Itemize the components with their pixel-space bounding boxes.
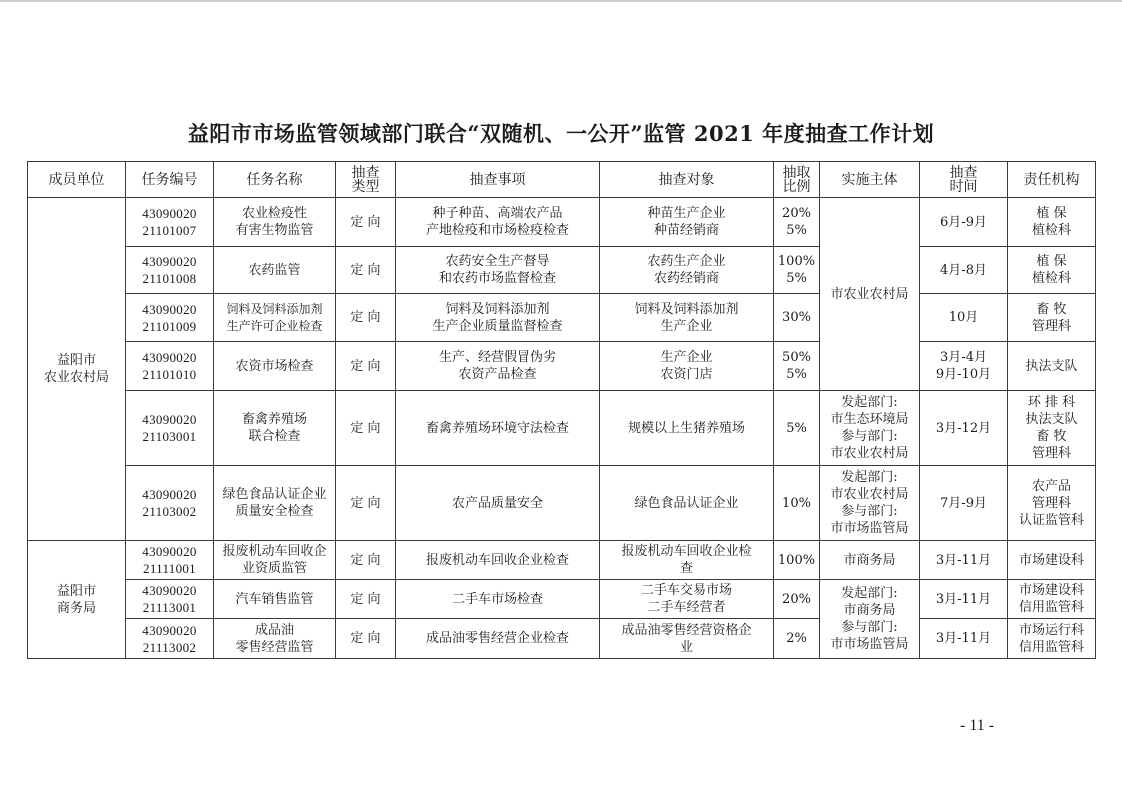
header-subject: 实施主体 (820, 162, 920, 198)
task-name-cell: 农药监管 (214, 247, 336, 294)
inspection-time-cell: 7月-9月 (920, 466, 1008, 541)
inspection-items-cell: 种子种苗、高端农产品 产地检疫和市场检疫检查 (396, 198, 600, 247)
inspection-plan-table (27, 161, 1096, 659)
task-name-cell: 农资市场检查 (214, 342, 336, 391)
task-name-cell: 绿色食品认证企业 质量安全检查 (214, 466, 336, 541)
page-number: - 11 - (960, 717, 995, 734)
inspection-type-cell: 定 向 (336, 391, 396, 466)
inspection-time-cell: 3月-4月 9月-10月 (920, 342, 1008, 391)
inspection-type-cell: 定 向 (336, 541, 396, 580)
responsible-org-cell: 市场建设科 信用监管科 (1008, 580, 1096, 619)
inspection-items-cell: 生产、经营假冒伪劣 农资产品检查 (396, 342, 600, 391)
ratio-cell: 10% (774, 466, 820, 541)
inspection-target-cell: 规模以上生猪养殖场 (600, 391, 774, 466)
responsible-org-cell: 市场建设科 (1008, 541, 1096, 580)
inspection-type-cell: 定 向 (336, 198, 396, 247)
inspection-time-cell: 3月-11月 (920, 541, 1008, 580)
table-row (28, 198, 1096, 247)
task-code-cell: 43090020 21111001 (126, 541, 214, 580)
task-code-cell: 43090020 21101009 (126, 294, 214, 342)
inspection-target-cell: 农药生产企业 农药经销商 (600, 247, 774, 294)
page-top-border (0, 0, 1122, 2)
inspection-items-cell: 报废机动车回收企业检查 (396, 541, 600, 580)
inspection-time-cell: 4月-8月 (920, 247, 1008, 294)
task-name-cell: 农业检疫性 有害生物监管 (214, 198, 336, 247)
header-ratio: 抽取 比例 (774, 162, 820, 198)
inspection-time-cell: 10月 (920, 294, 1008, 342)
ratio-cell: 20% 5% (774, 198, 820, 247)
inspection-items-cell: 二手车市场检查 (396, 580, 600, 619)
header-code: 任务编号 (126, 162, 214, 198)
ratio-cell: 50% 5% (774, 342, 820, 391)
inspection-target-cell: 成品油零售经营资格企 业 (600, 619, 774, 659)
task-code-cell: 43090020 21101010 (126, 342, 214, 391)
task-name-cell: 报废机动车回收企 业资质监管 (214, 541, 336, 580)
inspection-type-cell: 定 向 (336, 342, 396, 391)
header-unit: 成员单位 (28, 162, 126, 198)
responsible-org-cell: 环 排 科 执法支队 畜 牧 管理科 (1008, 391, 1096, 466)
page-title: 益阳市市场监管领域部门联合“双随机、一公开”监管 2021 年度抽查工作计划 (187, 121, 935, 146)
inspection-target-cell: 报废机动车回收企业检 查 (600, 541, 774, 580)
task-code-cell: 43090020 21101008 (126, 247, 214, 294)
inspection-target-cell: 饲料及饲料添加剂 生产企业 (600, 294, 774, 342)
ratio-cell: 20% (774, 580, 820, 619)
member-unit-cell: 益阳市 商务局 (28, 541, 126, 659)
implementing-body-cell: 市商务局 (820, 541, 920, 580)
inspection-time-cell: 3月-12月 (920, 391, 1008, 466)
task-name-cell: 畜禽养殖场 联合检查 (214, 391, 336, 466)
task-code-cell: 43090020 21113002 (126, 619, 214, 659)
implementing-body-cell: 发起部门: 市农业农村局 参与部门: 市市场监管局 (820, 466, 920, 541)
task-name-cell: 汽车销售监管 (214, 580, 336, 619)
inspection-items-cell: 畜禽养殖场环境守法检查 (396, 391, 600, 466)
ratio-cell: 5% (774, 391, 820, 466)
inspection-items-cell: 饲料及饲料添加剂 生产企业质量监督检查 (396, 294, 600, 342)
ratio-cell: 30% (774, 294, 820, 342)
responsible-org-cell: 执法支队 (1008, 342, 1096, 391)
table-row (28, 391, 1096, 466)
task-name-cell: 饲料及饲料添加剂 生产许可企业检查 (214, 294, 336, 342)
inspection-time-cell: 6月-9月 (920, 198, 1008, 247)
implementing-body-cell: 发起部门: 市生态环境局 参与部门: 市农业农村局 (820, 391, 920, 466)
task-name-cell: 成品油 零售经营监管 (214, 619, 336, 659)
table-row (28, 580, 1096, 619)
inspection-type-cell: 定 向 (336, 619, 396, 659)
header-row (28, 162, 1096, 198)
table-row (28, 466, 1096, 541)
inspection-time-cell: 3月-11月 (920, 580, 1008, 619)
inspection-type-cell: 定 向 (336, 247, 396, 294)
implementing-body-cell: 发起部门: 市商务局 参与部门: 市市场监管局 (820, 580, 920, 659)
inspection-type-cell: 定 向 (336, 294, 396, 342)
inspection-target-cell: 二手车交易市场 二手车经营者 (600, 580, 774, 619)
inspection-target-cell: 绿色食品认证企业 (600, 466, 774, 541)
responsible-org-cell: 农产品 管理科 认证监管科 (1008, 466, 1096, 541)
task-code-cell: 43090020 21103001 (126, 391, 214, 466)
ratio-cell: 100% 5% (774, 247, 820, 294)
header-name: 任务名称 (214, 162, 336, 198)
implementing-body-cell: 市农业农村局 (820, 198, 920, 391)
inspection-type-cell: 定 向 (336, 580, 396, 619)
task-code-cell: 43090020 21113001 (126, 580, 214, 619)
table-row (28, 619, 1096, 659)
inspection-type-cell: 定 向 (336, 466, 396, 541)
ratio-cell: 2% (774, 619, 820, 659)
table-row (28, 247, 1096, 294)
inspection-target-cell: 生产企业 农资门店 (600, 342, 774, 391)
header-time: 抽查 时间 (920, 162, 1008, 198)
ratio-cell: 100% (774, 541, 820, 580)
responsible-org-cell: 植 保 植检科 (1008, 247, 1096, 294)
task-code-cell: 43090020 21101007 (126, 198, 214, 247)
table-row (28, 541, 1096, 580)
header-target: 抽查对象 (600, 162, 774, 198)
inspection-time-cell: 3月-11月 (920, 619, 1008, 659)
header-org: 责任机构 (1008, 162, 1096, 198)
inspection-items-cell: 成品油零售经营企业检查 (396, 619, 600, 659)
header-items: 抽查事项 (396, 162, 600, 198)
table-row (28, 294, 1096, 342)
inspection-items-cell: 农药安全生产督导 和农药市场监督检查 (396, 247, 600, 294)
inspection-items-cell: 农产品质量安全 (396, 466, 600, 541)
member-unit-cell: 益阳市 农业农村局 (28, 198, 126, 541)
header-type: 抽查 类型 (336, 162, 396, 198)
responsible-org-cell: 市场运行科 信用监管科 (1008, 619, 1096, 659)
table-row (28, 342, 1096, 391)
task-code-cell: 43090020 21103002 (126, 466, 214, 541)
responsible-org-cell: 畜 牧 管理科 (1008, 294, 1096, 342)
responsible-org-cell: 植 保 植检科 (1008, 198, 1096, 247)
inspection-target-cell: 种苗生产企业 种苗经销商 (600, 198, 774, 247)
